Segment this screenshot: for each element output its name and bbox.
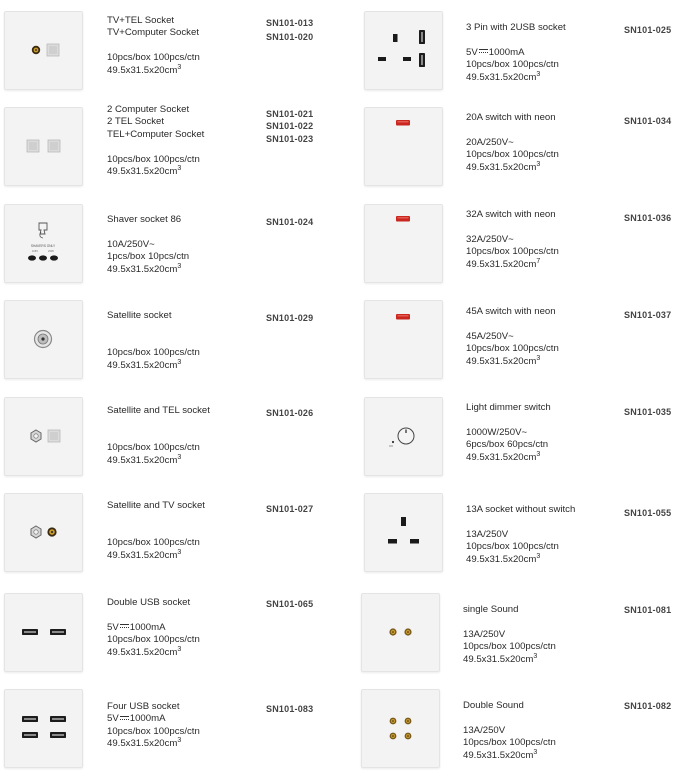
product-code: SN101-021 SN101-022 SN101-023 (266, 109, 314, 144)
product-image (4, 397, 83, 476)
product-code: SN101-083 (266, 704, 314, 714)
product-packing: 10pcs/box 100pcs/ctn (466, 149, 559, 161)
product-name: Satellite and TEL socket (107, 405, 210, 416)
product-name: Light dimmer switch (466, 402, 551, 413)
product-name: Satellite socket (107, 310, 172, 321)
double-data-socket-icon (5, 108, 82, 185)
tv-tel-socket-icon (5, 12, 82, 89)
product-carton-size: $49.5x31.5x20cm^3$ (107, 737, 182, 750)
four-usb-socket-icon (5, 690, 82, 767)
dimmer-switch-icon (365, 398, 442, 475)
product-image (4, 204, 83, 283)
product-image (364, 397, 443, 476)
product-carton-size: $49.5x31.5x20cm^3$ (107, 645, 182, 658)
satellite-socket-icon (5, 301, 82, 378)
three-pin-usb-socket-icon (365, 12, 442, 89)
product-carton-size: $49.5x31.5x20cm^3$ (107, 262, 182, 275)
product-packing: 10pcs/box 100pcs/ctn (107, 52, 200, 64)
product-spec: 5V 1000mA (466, 46, 525, 58)
svg-text:230V: 230V (47, 250, 55, 253)
product-packing: 10pcs/box 100pcs/ctn (107, 537, 200, 549)
neon-switch-icon (365, 301, 442, 378)
product-image (4, 11, 83, 90)
product-name: 3 Pin with 2USB socket (466, 22, 566, 33)
product-name: single Sound (463, 604, 519, 615)
product-name: 2 Computer Socket (107, 104, 190, 115)
product-spec: 32A/250V~ (466, 233, 514, 245)
product-code: SN101-055 (624, 508, 672, 518)
product-carton-size: $49.5x31.5x20cm^3$ (107, 358, 182, 371)
product-carton-size: $49.5x31.5x20cm^3$ (463, 652, 538, 665)
neon-switch-icon (365, 205, 442, 282)
single-speaker-terminal-icon (362, 594, 439, 671)
product-image (4, 689, 83, 768)
product-code: SN101-024 (266, 217, 314, 227)
product-image (4, 593, 83, 672)
product-packing: 10pcs/box 100pcs/ctn (107, 442, 200, 454)
product-name: Four USB socket (107, 701, 180, 712)
product-image (4, 107, 83, 186)
product-spec: 5V 1000mA (107, 621, 166, 633)
product-spec: 1000W/250V~ (466, 426, 528, 438)
product-name: 2 TEL Socket (107, 116, 165, 128)
product-image (361, 689, 440, 768)
product-carton-size: $49.5x31.5x20cm^3$ (466, 450, 541, 463)
product-packing: 10pcs/box 100pcs/ctn (107, 153, 200, 165)
product-packing: 10pcs/box 100pcs/ctn (463, 641, 556, 653)
product-packing: 10pcs/box 100pcs/ctn (107, 347, 200, 359)
product-image (364, 300, 443, 379)
satellite-tv-socket-icon (5, 494, 82, 571)
product-carton-size: $49.5x31.5x20cm^3$ (107, 164, 182, 178)
product-carton-size: $49.5x31.5x20cm^3$ (463, 748, 538, 761)
product-carton-size: $49.5x31.5x20cm^3$ (466, 70, 541, 83)
product-name: 13A socket without switch (466, 504, 576, 515)
product-image (364, 107, 443, 186)
double-speaker-terminal-icon (362, 690, 439, 767)
product-code: SN101-082 (624, 701, 672, 711)
product-packing: 6pcs/box 60pcs/ctn (466, 439, 549, 451)
shaver-label: SHAVERS ONLY (30, 244, 56, 248)
product-name: Double USB socket (107, 597, 191, 608)
shaver-socket-icon (5, 205, 82, 282)
product-packing: 10pcs/box 100pcs/ctn (466, 246, 559, 258)
product-name: TEL+Computer Socket (107, 128, 205, 140)
product-packing: 10pcs/box 100pcs/ctn (107, 725, 200, 737)
product-image (364, 204, 443, 283)
product-code: SN101-027 (266, 504, 314, 514)
product-packing: 10pcs/box 100pcs/ctn (466, 59, 559, 71)
product-code: SN101-025 (624, 25, 672, 35)
product-name: Satellite and TV socket (107, 500, 205, 511)
satellite-tel-socket-icon (5, 398, 82, 475)
product-spec: 13A/250V (463, 724, 506, 736)
product-code: SN101-081 (624, 605, 672, 615)
product-carton-size: $49.5x31.5x20cm^3$ (107, 548, 182, 561)
product-spec: 5V 1000mA (107, 713, 166, 725)
product-code: SN101-037 (624, 310, 672, 320)
product-image (4, 300, 83, 379)
product-carton-size: $49.5x31.5x20cm^3$ (466, 552, 541, 565)
product-name: Double Sound (463, 700, 524, 711)
product-name: 45A switch with neon (466, 306, 556, 317)
product-packing: 10pcs/box 100pcs/ctn (466, 343, 559, 355)
product-name: TV+TEL Socket (107, 15, 175, 26)
product-code: SN101-065 (266, 599, 314, 609)
product-spec: 10A/250V~ (107, 238, 155, 250)
product-name: 32A switch with neon (466, 209, 556, 220)
product-spec: 13A/250V (463, 628, 506, 640)
product-code: SN101-026 (266, 408, 314, 418)
product-image (4, 493, 83, 572)
product-code: SN101-029 (266, 313, 314, 323)
product-carton-size: $49.5x31.5x20cm^3$ (107, 453, 182, 466)
product-code: SN101-035 (624, 407, 672, 417)
product-name: TV+Computer Socket (107, 27, 199, 39)
product-code: SN101-034 (624, 116, 672, 126)
product-code: SN101-036 (624, 213, 672, 223)
neon-switch-icon (365, 108, 442, 185)
product-packing: 10pcs/box 100pcs/ctn (107, 634, 200, 646)
product-packing: 10pcs/box 100pcs/ctn (463, 737, 556, 749)
product-code: SN101-013 SN101-020 (266, 18, 314, 43)
product-name: Shaver socket 86 (107, 214, 182, 225)
product-carton-size: $49.5x31.5x20cm^3$ (466, 354, 541, 367)
product-packing: 1pcs/box 10pcs/ctn (107, 251, 190, 263)
svg-text:115V: 115V (32, 250, 38, 253)
product-spec: 20A/250V~ (466, 136, 514, 148)
double-usb-socket-icon (5, 594, 82, 671)
product-image (361, 593, 440, 672)
product-packing: 10pcs/box 100pcs/ctn (466, 541, 559, 553)
product-image (364, 493, 443, 572)
product-carton-size: $49.5x31.5x20cm^7$ (466, 257, 541, 270)
product-image (364, 11, 443, 90)
uk-13a-socket-icon (365, 494, 442, 571)
product-name: 20A switch with neon (466, 112, 556, 123)
product-carton-size: $49.5x31.5x20cm^3$ (466, 160, 541, 173)
product-spec: 45A/250V~ (466, 330, 514, 342)
product-spec: 13A/250V (466, 528, 509, 540)
product-carton-size: $49.5x31.5x20cm^3$ (107, 63, 182, 76)
